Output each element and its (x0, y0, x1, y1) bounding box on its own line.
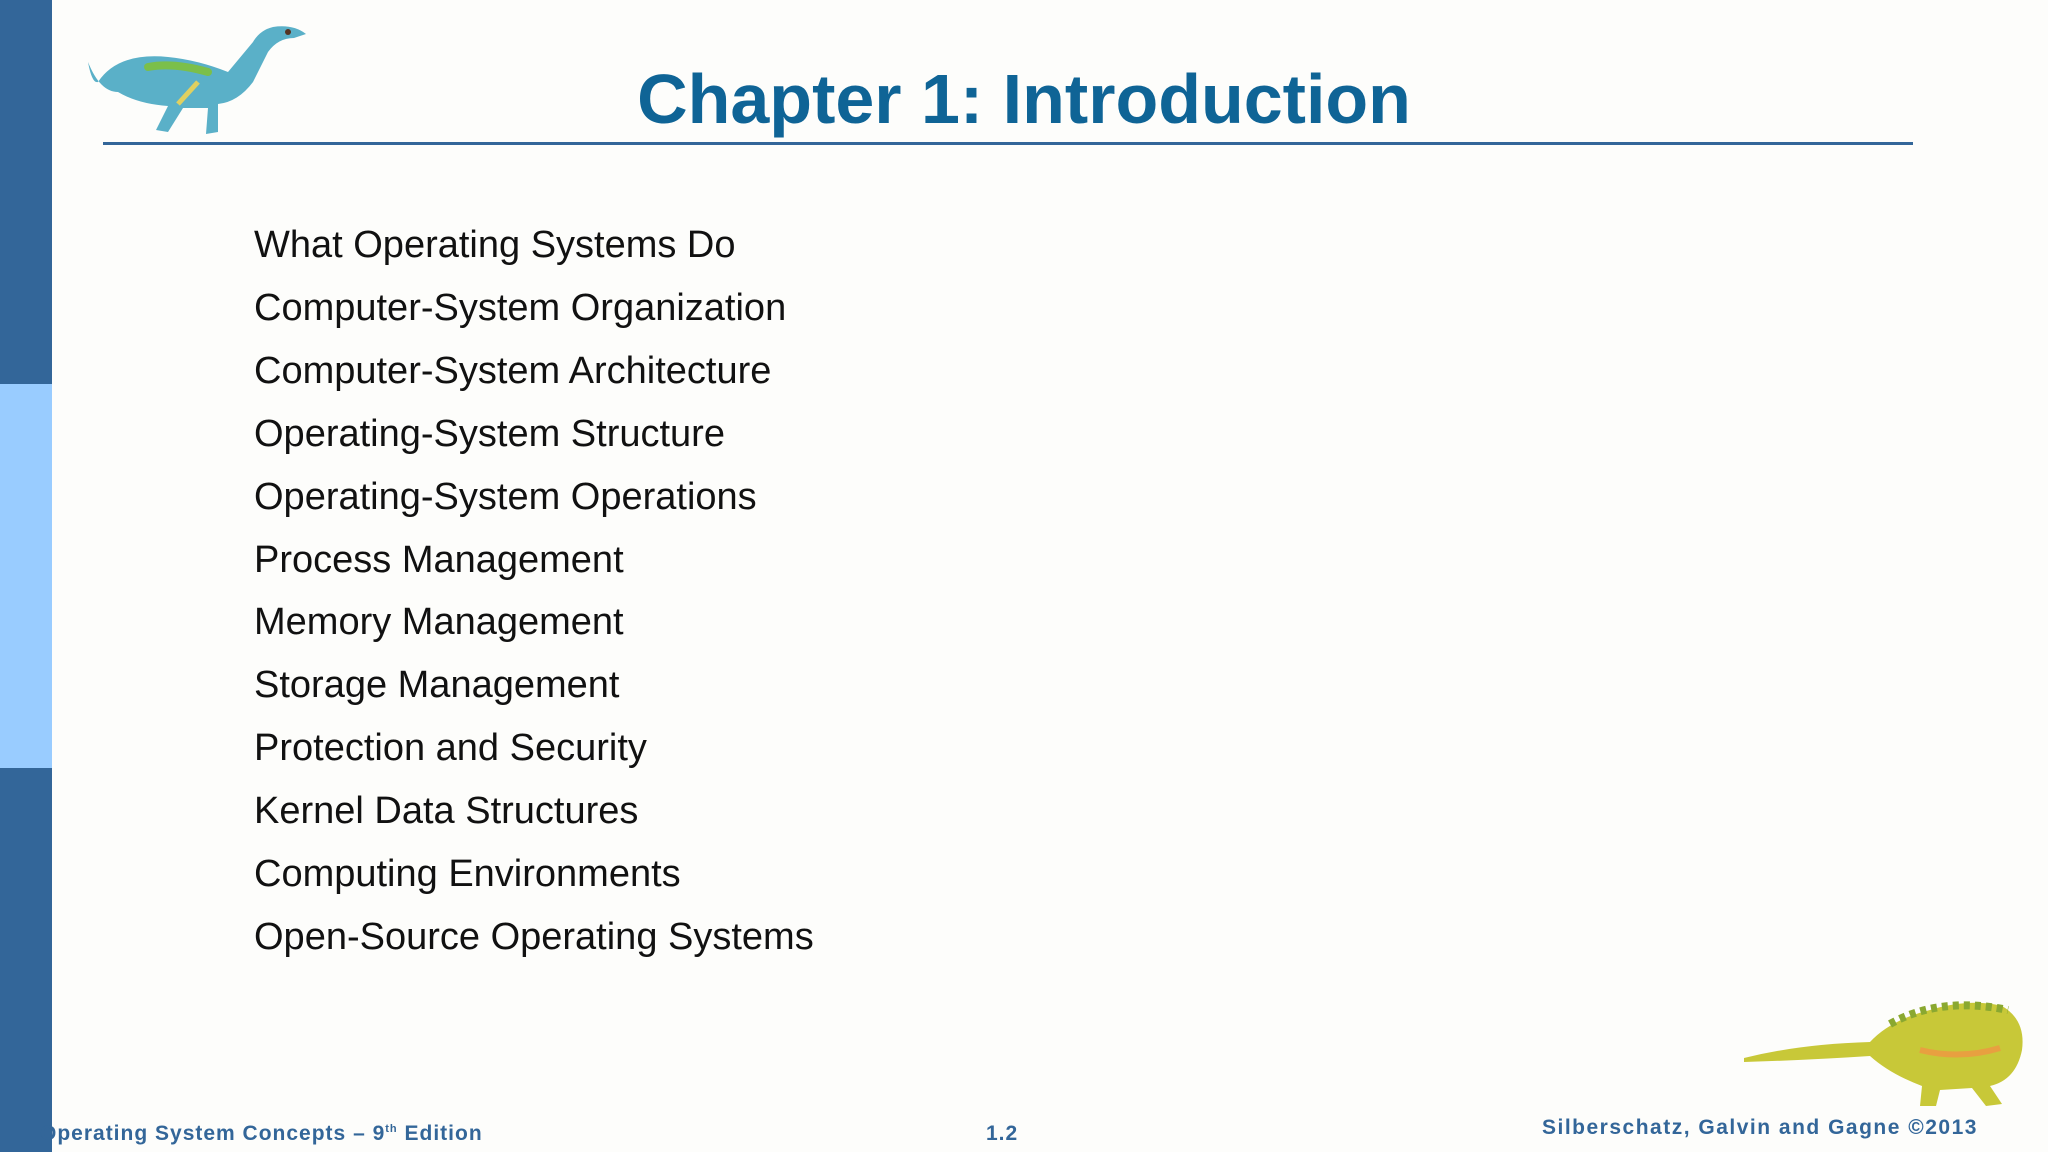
list-item: Operating-System Operations (254, 475, 757, 518)
dinosaur-icon-bottom (1740, 990, 2032, 1108)
footer-edition-suffix: th (385, 1123, 398, 1135)
list-item: Kernel Data Structures (254, 790, 639, 833)
list-item: What Operating Systems Do (254, 224, 736, 266)
topic-list (254, 214, 814, 969)
footer-book-title-text: Operating System Concepts – 9 (40, 1122, 386, 1145)
footer-page-number: 1.2 (986, 1122, 1019, 1145)
side-bar-highlight (0, 384, 52, 768)
footer-edition-word: Edition (397, 1122, 483, 1145)
list-item: Computer-System Organization (254, 286, 787, 329)
side-bar (0, 0, 52, 1152)
list-item: Open-Source Operating Systems (254, 915, 814, 958)
title-divider (103, 142, 1913, 145)
list-item: Protection and Security (254, 727, 647, 770)
list-item: Memory Management (254, 601, 624, 644)
slide-title: Chapter 1: Introduction (637, 60, 1411, 138)
footer-book-title (40, 1122, 483, 1146)
list-item: Computer-System Architecture (254, 349, 772, 392)
list-item: Computing Environments (254, 853, 681, 896)
footer-authors: Silberschatz, Galvin and Gagne ©2013 (1542, 1116, 1978, 1139)
list-item: Operating-System Structure (254, 412, 725, 455)
list-item: Process Management (254, 538, 624, 581)
list-item: Storage Management (254, 664, 620, 707)
